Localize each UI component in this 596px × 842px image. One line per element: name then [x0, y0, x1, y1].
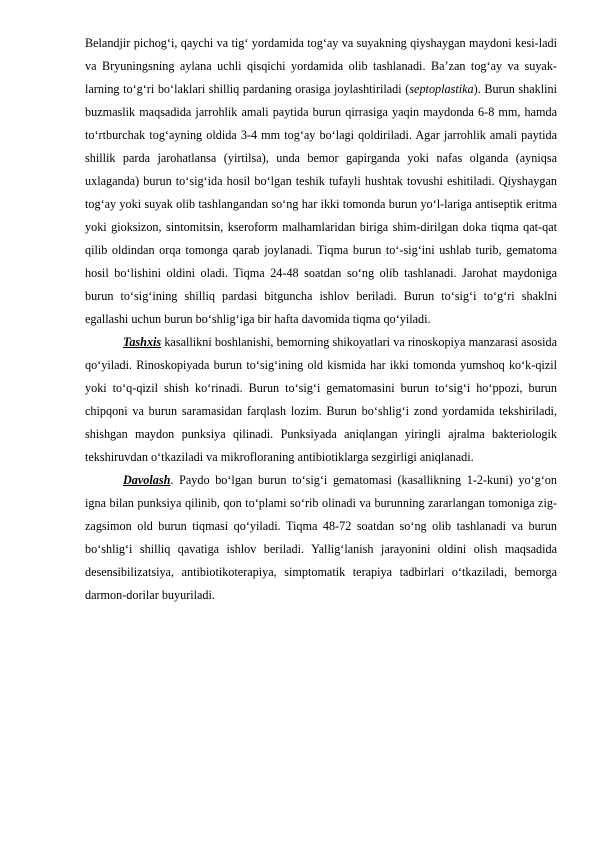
paragraph-treatment: [85, 469, 557, 607]
treatment-text: . Paydo bo‘lgan burun to‘sig‘i gematomasi (kasallikning 1-2-kuni) yo‘g‘on igna bilan punksiya qilinib, qon to‘plami so‘rib olinadi va burunning zararlangan tomoniga zig-zagsimon old burun tiqmasi qo‘yiladi. Tiqma 48-72 soatdan so‘ng olib tashlanadi va burun bo‘shlig‘i shilliq qavatiga ishlov beriladi. Yallig‘lanish jarayonini oldini olish maqsadida desensibilizatsiya, antibiotikoterapiya, simptomatik terapiya tadbirlari o‘tkaziladi, bemorga darmon-dorilar buyuriladi.: [85, 473, 557, 602]
paragraph-septoplasty: [85, 32, 557, 331]
paragraph-diagnosis: [85, 331, 557, 469]
paragraph-1-text-before-term: Belandjir pichog‘i, qaychi va tig‘ yordamida tog‘ay va suyakning qiyshaygan maydoni kesi-ladi va Bryuningsning aylana uchli qisqichi yordamida olib tashlanadi. Ba’zan tog‘ay va suyak-larning to‘g‘ri bo‘laklari shilliq pardaning orasiga joylashtiriladi (: [85, 36, 557, 96]
diagnosis-heading: Tashxis: [123, 335, 162, 349]
paragraph-1-text-after-term: ). Burun shaklini buzmaslik maqsadida jarrohlik amali paytida burun qirrasiga yaqin maydonda 6-8 mm, hamda to‘rtburchak tog‘ayning oldida 3-4 mm tog‘ay bo‘lagi qoldiriladi. Agar jarrohlik amali paytida shillik parda jarohatlansa (yirtilsa), unda bemor gapirganda yoki nafas olganda (ayniqsa uxlaganda) burun to‘sig‘ida hosil bo‘lgan teshik tufayli hushtak tovushi eshitiladi. Qiyshaygan tog‘ay yoki suyak olib tashlangandan so‘ng har ikki tomonda burun yo‘l-lariga antiseptik eritma yoki gioksizon, sintomitsin, kseroform malhamlaridan biriga shim-dirilgan doka tiqma qat-qat qilib oldindan orqa tomonga qarab joylanadi. Tiqma burun to‘-sig‘ini ushlab turib, gematoma hosil bo‘lishini oldini oladi. Tiqma 24-48 soatdan so‘ng olib tashlanadi. Jarohat maydoniga burun to‘sig‘ining shilliq pardasi bitguncha ishlov beriladi. Burun to‘sig‘i to‘g‘ri shaklni egallashi uchun burun bo‘shlig‘iga bir hafta davomida tiqma qo‘yiladi.: [85, 82, 557, 326]
term-septoplastika: septoplastika: [409, 82, 474, 96]
diagnosis-text: kasallikni boshlanishi, bemorning shikoyatlari va rinoskopiya manzarasi asosida qo‘yiladi. Rinoskopiyada burun to‘sig‘ining old kismida har ikki tomonda yumshoq ko‘k-qizil yoki to‘q-qizil shish ko‘rinadi. Burun to‘sig‘i gematomasini burun to‘sig‘i ho‘ppozi, burun chipqoni va burun saramasidan farqlash lozim. Burun bo‘shlig‘i zond yordamida tekshiriladi, shishgan maydon punksiya qilinadi. Punksiyada aniqlangan yiringli ajralma bakteriologik tekshiruvdan o‘tkaziladi va mikrofloraning antibiotiklarga sezgirligi aniqlanadi.: [85, 335, 557, 464]
document-page: [85, 32, 557, 607]
treatment-heading: Davolash: [123, 473, 171, 487]
